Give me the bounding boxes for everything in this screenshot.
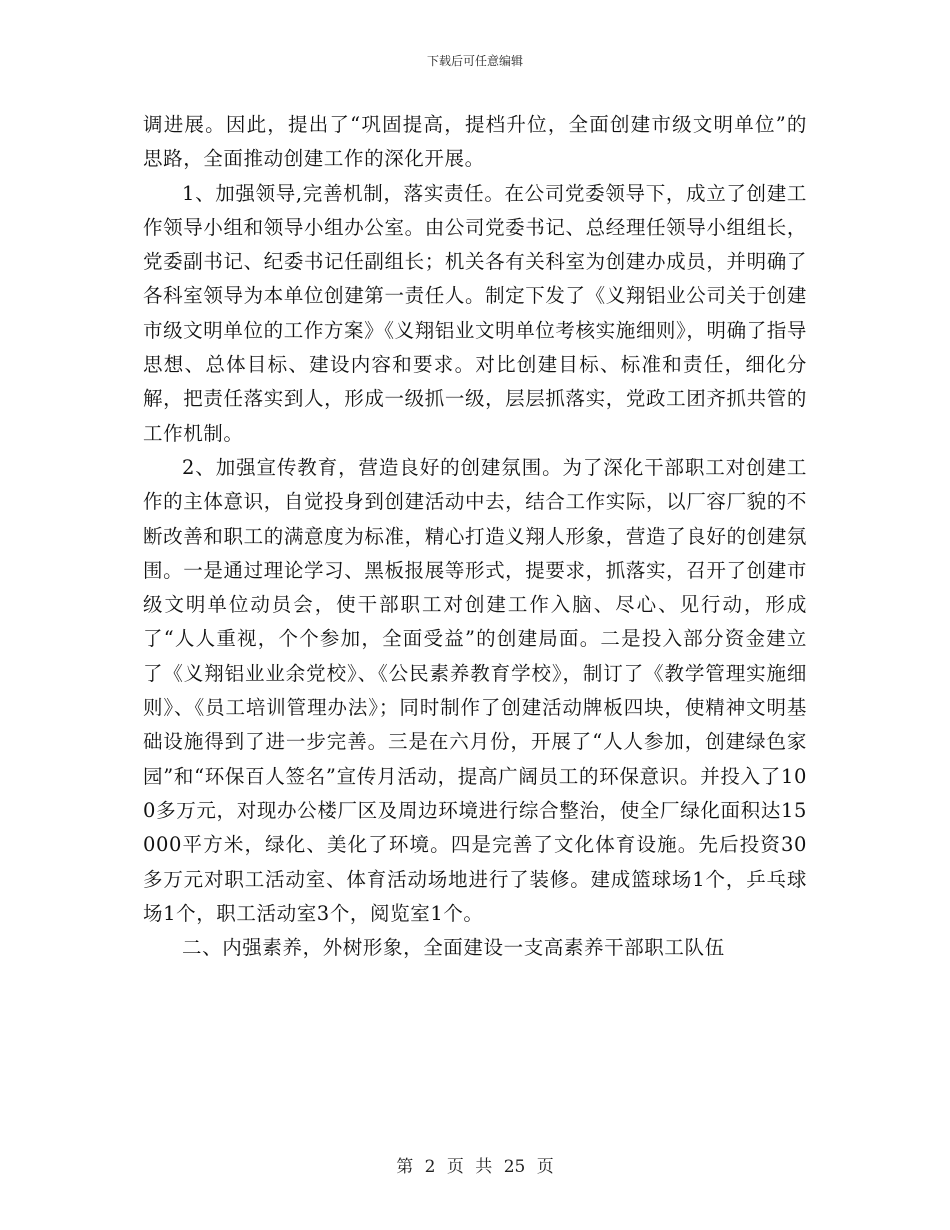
- paragraph-leadership: 1、加强领导,完善机制，落实责任。在公司党委领导下，成立了创建工作领导小组和领导小组办公室。由公司党委书记、总经理任领导小组组长，党委副书记、纪委书记任副组长；机关各有关科室为创建办成员，并明确了各科室领导为本单位创建第一责任人。制定下发了《义翔铝业公司关于创建市级文明单位的工作方案》《义翔铝业文明单位考核实施细则》，明确了指导思想、总体目标、建设内容和要求。对比创建目标、标准和责任，细化分解，把责任落实到人，形成一级抓一级，层层抓落实，党政工团齐抓共管的工作机制。: [143, 181, 807, 445]
- document-body: [143, 108, 807, 965]
- page-number-footer: 第 2 页 共 25 页: [396, 1157, 554, 1177]
- paragraph-publicity-education: 2、加强宣传教育，营造良好的创建氛围。为了深化干部职工对创建工作的主体意识，自觉投身到创建活动中去，结合工作实际，以厂容厂貌的不断改善和职工的满意度为标准，精心打造义翔人形象，营造了良好的创建氛围。一是通过理论学习、黑板报展等形式，提要求，抓落实，召开了创建市级文明单位动员会，使干部职工对创建工作入脑、尽心、见行动，形成了“人人重视，个个参加，全面受益”的创建局面。二是投入部分资金建立了《义翔铝业业余党校》、《公民素养教育学校》，制订了《教学管理实施细则》、《员工培训管理办法》；同时制作了创建活动牌板四块，使精神文明基础设施得到了进一步完善。三是在六月份，开展了“人人参加，创建绿色家园”和“环保百人签名”宣传月活动，提高广阔员工的环保意识。并投入了100多万元，对现办公楼厂区及周边环境进行综合整治，使全厂绿化面积达15000平方米，绿化、美化了环境。四是完善了文化体育设施。先后投资30多万元对职工活动室、体育活动场地进行了装修。建成篮球场1个，乒乓球场1个，职工活动室3个，阅览室1个。: [143, 455, 807, 925]
- page-header: 下载后可任意编辑: [426, 54, 523, 68]
- section-heading-two: 二、内强素养，外树形象，全面建设一支高素养干部职工队伍: [182, 936, 725, 960]
- paragraph-continuation: 调进展。因此，提出了“巩固提高，提档升位，全面创建市级文明单位”的思路，全面推动创建工作的深化开展。: [143, 113, 807, 171]
